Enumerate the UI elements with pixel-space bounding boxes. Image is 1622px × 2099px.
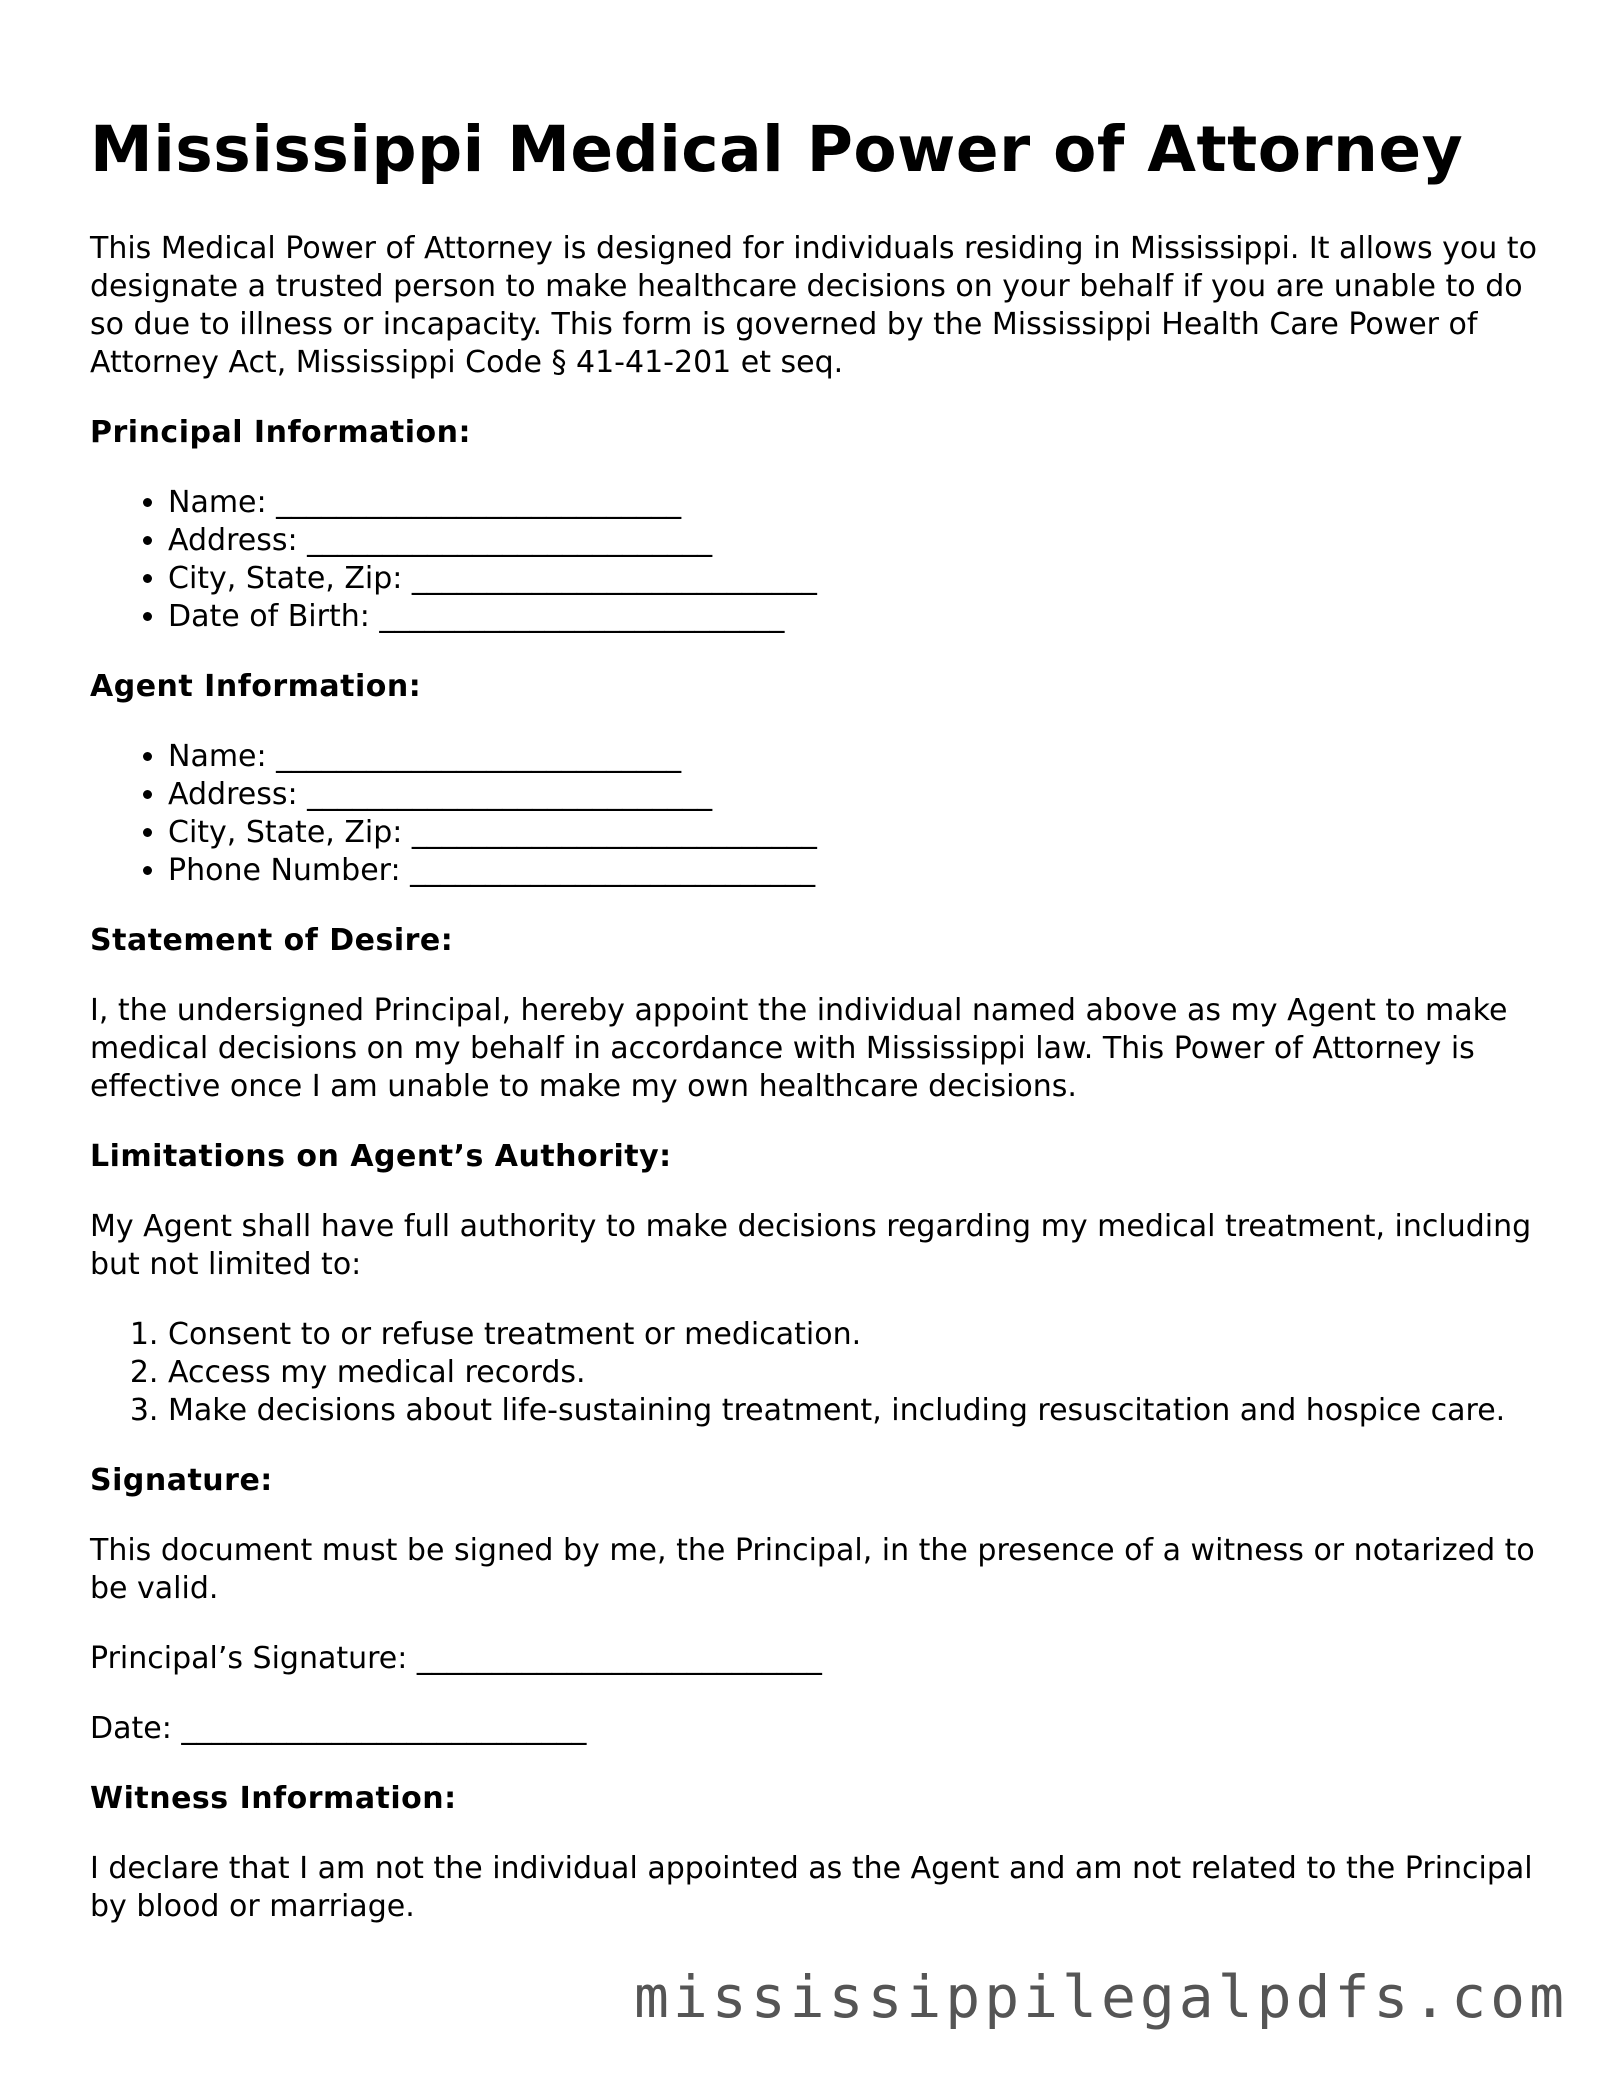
agent-heading: Agent Information: bbox=[90, 669, 422, 704]
statement-paragraph: I, the undersigned Principal, hereby appoint the individual named above as my Agent to make medical decisions on my behalf in accordance with Mississippi law. This Power of Attorney is effective once I am unable to make my own healthcare decisions. bbox=[90, 993, 1508, 1104]
agent-city-state-zip-field[interactable]: • City, State, Zip: ___________________________ bbox=[168, 814, 1540, 852]
limitations-paragraph: My Agent shall have full authority to make decisions regarding my medical treatment, including but not limited to: bbox=[90, 1209, 1532, 1282]
limitations-list bbox=[90, 1316, 1540, 1430]
principal-fields-list bbox=[90, 484, 1540, 636]
agent-fields-list bbox=[90, 738, 1540, 890]
witness-paragraph: I declare that I am not the individual appointed as the Agent and am not related to the Principal by blood or marriage. bbox=[90, 1851, 1533, 1924]
list-item: 1. Consent to or refuse treatment or medication. bbox=[168, 1316, 1540, 1354]
signature-heading: Signature: bbox=[90, 1463, 273, 1498]
principal-signature-field[interactable]: Principal’s Signature: ___________________________ bbox=[90, 1641, 822, 1676]
principal-dob-field[interactable]: • Date of Birth: ___________________________ bbox=[168, 598, 1540, 636]
agent-name-field[interactable]: • Name: ___________________________ bbox=[168, 738, 1540, 776]
principal-city-state-zip-field[interactable]: • City, State, Zip: ___________________________ bbox=[168, 560, 1540, 598]
principal-name-field[interactable]: • Name: ___________________________ bbox=[168, 484, 1540, 522]
signature-date-field[interactable]: Date: ___________________________ bbox=[90, 1711, 587, 1746]
statement-heading: Statement of Desire: bbox=[90, 923, 454, 958]
signature-paragraph: This document must be signed by me, the Principal, in the presence of a witness or notarized to be valid. bbox=[90, 1533, 1535, 1606]
list-item: 3. Make decisions about life-sustaining treatment, including resuscitation and hospice care. bbox=[168, 1392, 1540, 1430]
limitations-heading: Limitations on Agent’s Authority: bbox=[90, 1139, 672, 1174]
intro-paragraph: This Medical Power of Attorney is designed for individuals residing in Mississippi. It allows you to designate a trusted person to make healthcare decisions on your behalf if you are unable to do so due to illness or incapacity. This form is governed by the Mississippi Health Care Power of Attorney Act, Mississippi Code § 41-41-201 et seq. bbox=[90, 231, 1537, 380]
principal-heading: Principal Information: bbox=[90, 415, 472, 450]
agent-address-field[interactable]: • Address: ___________________________ bbox=[168, 776, 1540, 814]
document-page bbox=[90, 110, 1540, 1958]
list-item: 2. Access my medical records. bbox=[168, 1354, 1540, 1392]
principal-address-field[interactable]: • Address: ___________________________ bbox=[168, 522, 1540, 560]
witness-heading: Witness Information: bbox=[90, 1781, 457, 1816]
agent-phone-field[interactable]: • Phone Number: ___________________________ bbox=[168, 852, 1540, 890]
document-title: Mississippi Medical Power of Attorney bbox=[90, 113, 1464, 186]
site-watermark: mississippilegalpdfs.com bbox=[633, 1963, 1568, 2031]
